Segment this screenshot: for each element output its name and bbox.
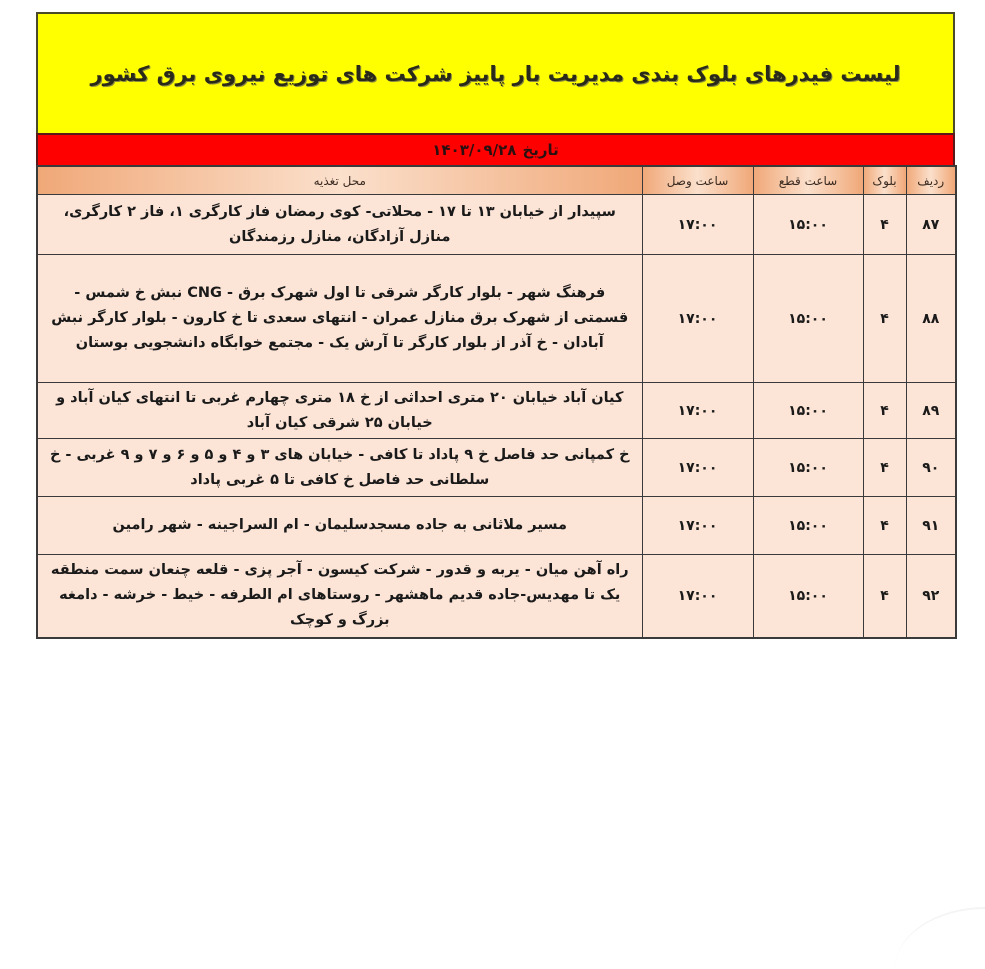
block-number: ۴ <box>863 255 906 383</box>
date-banner <box>36 133 955 165</box>
table-row <box>37 195 956 255</box>
block-number: ۴ <box>863 195 906 255</box>
table-row <box>37 497 956 555</box>
feed-location: راه آهن میان - یربه و قدور - شرکت کیسون - آجر پزی - قلعه چنعان سمت منطقه یک تا مهدیس-جاده قدیم ماهشهر - روستاهای ام الطرفه - خیط - خرشه - دامغه بزرگ و کوچک <box>37 555 642 638</box>
block-number: ۴ <box>863 439 906 497</box>
table-row <box>37 383 956 439</box>
feed-location: مسیر ملاثانی به جاده مسجدسلیمان - ام السراجینه - شهر رامین <box>37 497 642 555</box>
feed-location: فرهنگ شهر - بلوار کارگر شرقی تا اول شهرک برق - CNG نبش خ شمس - قسمتی از شهرک برق منازل عمران - انتهای سعدی تا خ کارون - بلوار کارگر نبش آبادان - خ آذر از بلوار کارگر تا آرش یک - مجتمع خوابگاه دانشجویی بوستان <box>37 255 642 383</box>
table-row <box>37 439 956 497</box>
table-row <box>37 555 956 638</box>
row-number: ۹۲ <box>906 555 956 638</box>
connect-time: ۱۷:۰۰ <box>642 383 753 439</box>
feed-location: خ کمپانی حد فاصل خ ۹ پاداد تا کافی - خیابان های ۳ و ۴ و ۵ و ۶ و ۷ و ۹ غربی - خ سلطانی حد فاصل خ کافی تا ۵ غربی پاداد <box>37 439 642 497</box>
table-header-row <box>37 166 956 195</box>
connect-time: ۱۷:۰۰ <box>642 439 753 497</box>
row-number: ۸۹ <box>906 383 956 439</box>
block-number: ۴ <box>863 497 906 555</box>
cut-time: ۱۵:۰۰ <box>753 497 863 555</box>
column-header-location: محل تغذیه <box>37 166 642 195</box>
cut-time: ۱۵:۰۰ <box>753 555 863 638</box>
feed-location: سپیدار از خیابان ۱۳ تا ۱۷ - محلاتی- کوی رمضان فاز کارگری ۱، فاز ۲ کارگری، منازل آزادگان، منازل رزمندگان <box>37 195 642 255</box>
table-row <box>37 255 956 383</box>
title-banner <box>36 12 955 133</box>
feeder-schedule-table <box>36 165 957 639</box>
block-number: ۴ <box>863 383 906 439</box>
cut-time: ۱۵:۰۰ <box>753 195 863 255</box>
connect-time: ۱۷:۰۰ <box>642 195 753 255</box>
cut-time: ۱۵:۰۰ <box>753 439 863 497</box>
corner-decoration <box>895 907 985 969</box>
connect-time: ۱۷:۰۰ <box>642 497 753 555</box>
document-title: لیست فیدرهای بلوک بندی مدیریت بار پاییز شرکت های توزیع نیروی برق کشور <box>90 61 901 86</box>
date-value: ۱۴۰۳/۰۹/۲۸ <box>432 141 517 159</box>
row-number: ۸۷ <box>906 195 956 255</box>
row-number: ۹۱ <box>906 497 956 555</box>
row-number: ۹۰ <box>906 439 956 497</box>
load-management-sheet <box>36 12 955 639</box>
feed-location: کیان آباد خیابان ۲۰ متری احداثی از خ ۱۸ متری چهارم غربی تا انتهای کیان آباد و خیابان ۲۵ شرقی کیان آباد <box>37 383 642 439</box>
connect-time: ۱۷:۰۰ <box>642 555 753 638</box>
block-number: ۴ <box>863 555 906 638</box>
column-header-block: بلوک <box>863 166 906 195</box>
column-header-row-number: ردیف <box>906 166 956 195</box>
row-number: ۸۸ <box>906 255 956 383</box>
connect-time: ۱۷:۰۰ <box>642 255 753 383</box>
date-label: تاریخ <box>522 141 559 159</box>
column-header-connect-time: ساعت وصل <box>642 166 753 195</box>
cut-time: ۱۵:۰۰ <box>753 383 863 439</box>
cut-time: ۱۵:۰۰ <box>753 255 863 383</box>
column-header-cut-time: ساعت قطع <box>753 166 863 195</box>
